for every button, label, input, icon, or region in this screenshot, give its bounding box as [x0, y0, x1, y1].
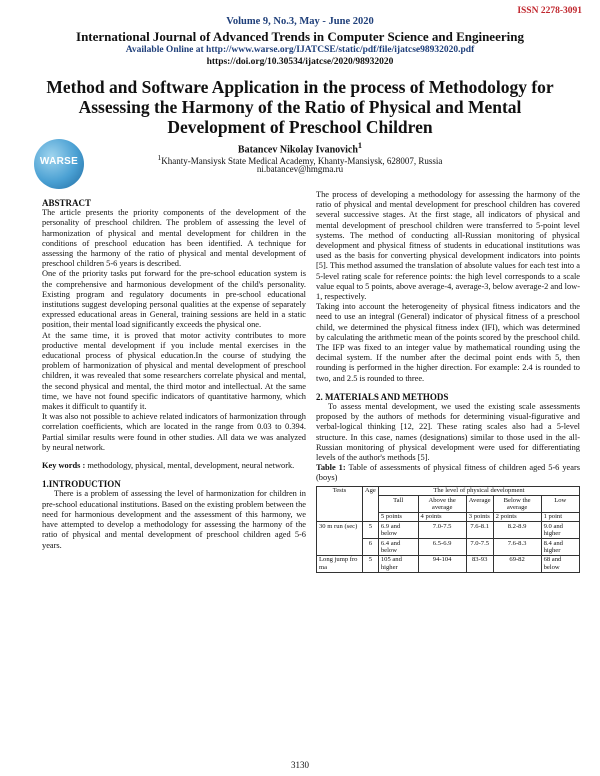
value-cell: 68 and below — [541, 555, 579, 572]
author-email[interactable]: ni.batancev@hmgma.ru — [256, 164, 344, 174]
level-header: Tall — [378, 496, 418, 513]
methods-heading: 2. MATERIALS AND METHODS — [316, 391, 449, 402]
keywords-label: Key words : — [42, 461, 86, 471]
abstract-paragraph-1: The article presents the priority components of the development of the personality of preschool children. The problem of assessing the level of harmonization of physical and mental development for children in the conditions of preschool education has been identified. A technique for assessing the harmony of the ratio of physical and mental development of preschool children 5-6 years is described. — [42, 208, 306, 269]
abstract-paragraph-2: One of the priority tasks put forward for the pre-school education system is the comprehensive and harmonious development of the child's personality. Existing program and regulatory documents in pre-school educational institutions suggest developing personal qualities at the expense of separately expressed educational areas in General, training sessions are held in a static position, their mental load significantly exceeds the physical one. — [42, 269, 306, 330]
value-cell: 6.9 and below — [378, 522, 418, 539]
value-cell: 9.0 and higher — [541, 522, 579, 539]
page-number: 3130 — [291, 760, 309, 770]
abstract-heading: ABSTRACT — [42, 198, 92, 208]
table-row — [317, 555, 580, 572]
value-cell: 105 and higher — [378, 555, 418, 572]
value-cell: 8.4 and higher — [541, 539, 579, 556]
left-column — [42, 190, 306, 551]
tests-header: Tests — [317, 486, 363, 522]
keywords — [42, 461, 306, 471]
journal-name: International Journal of Advanced Trends in Computer Science and Engineering — [76, 29, 524, 44]
affiliation-text: Khanty-Mansiysk State Medical Academy, Khanty-Mansiysk, 628007, Russia — [161, 156, 443, 166]
value-cell: 7.6-8.3 — [493, 539, 541, 556]
value-cell: 7.0-7.5 — [466, 539, 493, 556]
affiliation-sup: 1 — [157, 153, 162, 162]
abstract-paragraph-3: At the same time, it is proved that motor activity contributes to more productive mental development if you include mental exercises in the educational process of physical education.In the course of studying the problem of harmonization of physical and mental development of preschool children, it was revealed that some researchers correlate physical and mental, the second physical and mental, the third motor and intellectual. At the same time, we have not found specific indicators of quantitative harmony, which makes it difficult to quantify it. — [42, 330, 306, 412]
points-header: 1 point — [541, 512, 579, 521]
paper-title: Method and Software Application in the process of Methodology for Assessing the Harmony of the Ratio of Physical and Mental Development of Preschool Children — [46, 77, 554, 137]
value-cell: 83-93 — [466, 555, 493, 572]
issn: ISSN 2278-3091 — [517, 6, 582, 16]
age-cell: 5 — [362, 555, 378, 572]
introduction-paragraph: There is a problem of assessing the level of harmonization for children in pre-school educational institutions. Based on the existing problem between the need for harmonious development and the assessment of this harmony, we have attempted to develop a methodology for assessing the harmony of the ratio of physical and mental development of preschool children aged 5-6 years. — [42, 489, 306, 550]
author-sup: 1 — [357, 141, 363, 150]
methods-paragraph: To assess mental development, we used the existing scale assessments proposed by the authors of methods for determining visual-figurative and verbal-logical thinking [12, 22]. These rating scales also had a 5-level structure. In this case, names (designations) similar to those used in the all-Russian monitoring of physical development were used for differentiating levels of the author's methods [5]. — [316, 402, 580, 463]
table-caption-text: Table of assessments of physical fitness of children aged 5-6 years (boys) — [316, 463, 581, 483]
value-cell: 8.2-8.9 — [493, 522, 541, 539]
table-row — [317, 522, 580, 539]
value-cell: 6.4 and below — [378, 539, 418, 556]
value-cell: 94-104 — [418, 555, 466, 572]
points-header: 3 points — [466, 512, 493, 521]
points-header: 5 points — [378, 512, 418, 521]
right-column — [316, 190, 580, 573]
level-header: Low — [541, 496, 579, 513]
keywords-text: methodology, physical, mental, development, neural network. — [85, 461, 295, 471]
doi-link[interactable]: https://doi.org/10.30534/ijatcse/2020/98932020 — [206, 57, 394, 67]
introduction-heading: 1.INTRODUCTION — [42, 479, 121, 490]
right-paragraph-1: The process of developing a methodology for assessing the harmony of the ratio of physical and mental development for preschool children has covered several successive stages. At the first stage, all indicators of physical and mental development of preschool children were transferred to 5-point level systems. The method of conducting all-Russian monitoring of physical development and physical fitness of students in educational institutions was used as the basis for converting physical development indicators into points [5]. This method assumed the translation of absolute values for each test into a 5-level rating scale for reference points: the high level corresponds to a scale value equal to 5 points, above average-4, average-3, below average-2 and low-1, respectively. — [316, 190, 580, 302]
value-cell: 7.6-8.1 — [466, 522, 493, 539]
warse-logo-text: WARSE — [39, 156, 79, 167]
value-cell: 69-82 — [493, 555, 541, 572]
test-name: 30 m run (sec) — [317, 522, 363, 556]
age-cell: 5 — [362, 522, 378, 539]
points-header: 2 points — [493, 512, 541, 521]
author-name: Batancev Nikolay Ivanovich — [237, 144, 358, 156]
volume-info: Volume 9, No.3, May - June 2020 — [226, 16, 374, 27]
abstract-paragraph-4: It was also not possible to achieve related indicators of harmonization through correlation coefficients, which are located in the range from 0.03 to 0.394. Partial similar results were found in other studies. All data we was analyzed by neural network. — [42, 412, 306, 452]
value-cell: 7.0-7.5 — [418, 522, 466, 539]
level-header: Average — [466, 496, 493, 513]
test-name: Long jump fro ma — [317, 555, 363, 572]
points-header: 4 points — [418, 512, 466, 521]
age-cell: 6 — [362, 539, 378, 556]
level-header: Above the average — [418, 496, 466, 513]
table-caption — [316, 463, 580, 483]
value-cell: 6.5-6.9 — [418, 539, 466, 556]
level-header: Below the average — [493, 496, 541, 513]
age-header: Age — [362, 486, 378, 522]
fitness-table — [316, 486, 580, 573]
table-label: Table 1: — [316, 463, 346, 473]
level-group-header: The level of physical development — [378, 486, 579, 495]
available-online-link[interactable]: Available Online at http://www.warse.org/IJATCSE/static/pdf/file/ijatcse98932020.pdf — [125, 45, 475, 55]
right-paragraph-2: Taking into account the heterogeneity of physical fitness indicators and the need to use an integral (General) indicator of physical fitness of a preschool child, we determined the physical fitness index (IFI), which was determined by calculating the arithmetic mean of the points scored by the preschool child. The IFP was fixed to an integer value by mathematical rounding using the decimal system. If the number after the decimal point ends with 5, then rounding is performed in the higher direction. For example: 2.4 is rounded to two, and 2.5 is rounded to three. — [316, 302, 580, 383]
